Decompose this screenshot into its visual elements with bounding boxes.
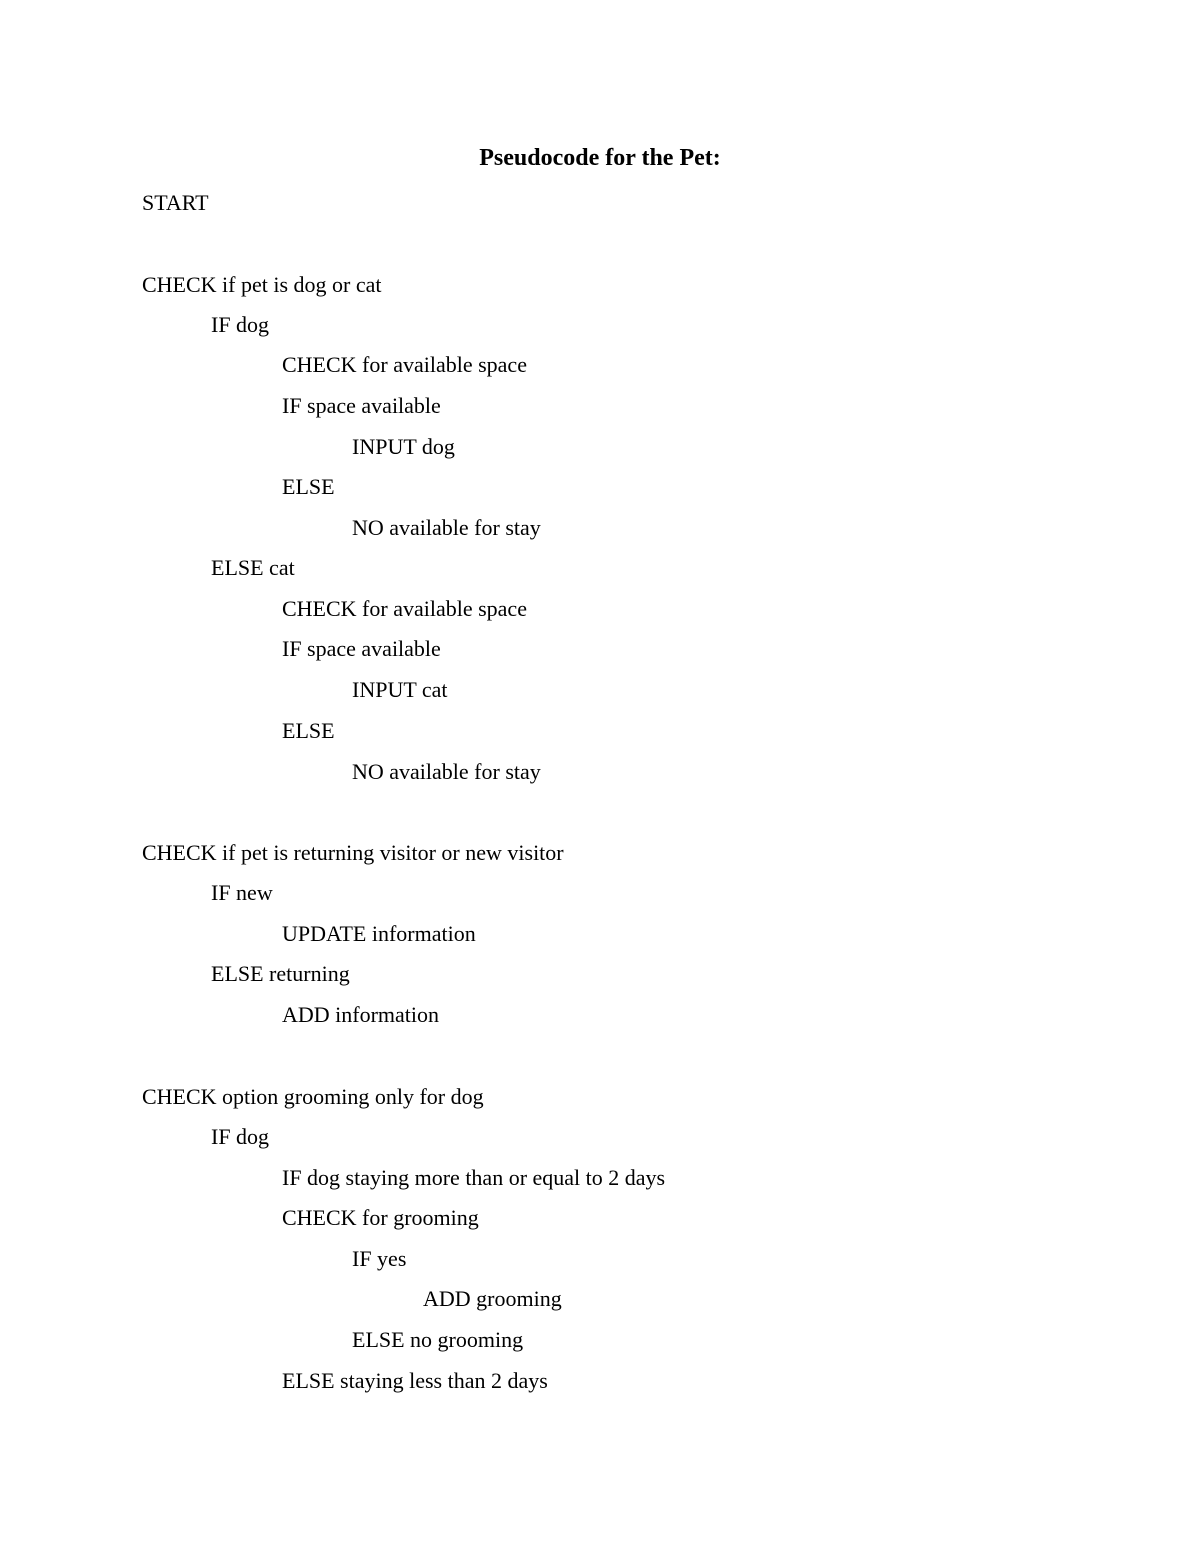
pseudocode-line-check-grooming: CHECK option grooming only for dog: [142, 1084, 484, 1109]
pseudocode-line-if-dog-grooming: IF dog: [211, 1124, 270, 1149]
pseudocode-line-else-cat-space: ELSE: [282, 718, 335, 743]
pseudocode-line-update-info: UPDATE information: [282, 921, 476, 946]
pseudocode-line-if-space-cat: IF space available: [282, 636, 441, 661]
pseudocode-line-else-no-grooming: ELSE no grooming: [352, 1327, 524, 1352]
pseudocode-line-if-stay-days: IF dog staying more than or equal to 2 days: [282, 1165, 666, 1190]
pseudocode-line-else-dog: ELSE: [282, 474, 335, 499]
pseudocode-line-else-short-stay: ELSE staying less than 2 days: [282, 1368, 548, 1393]
pseudocode-line-check-space-dog: CHECK for available space: [282, 352, 527, 377]
pseudocode-line-check-for-grooming: CHECK for grooming: [282, 1205, 479, 1230]
pseudocode-line-add-info: ADD information: [282, 1002, 440, 1027]
pseudocode-line-if-dog: IF dog: [211, 312, 270, 337]
pseudocode-line-if-space-dog: IF space available: [282, 393, 441, 418]
pseudocode-line-input-dog: INPUT dog: [352, 434, 455, 459]
pseudocode-line-if-yes: IF yes: [352, 1246, 407, 1271]
pseudocode-line-start: START: [142, 190, 209, 215]
pseudocode-line-check-pet-type: CHECK if pet is dog or cat: [142, 272, 382, 297]
pseudocode-line-check-space-cat: CHECK for available space: [282, 596, 527, 621]
pseudocode-line-else-returning: ELSE returning: [211, 961, 350, 986]
pseudocode-line-input-cat: INPUT cat: [352, 677, 448, 702]
pseudocode-line-else-cat: ELSE cat: [211, 555, 295, 580]
pseudocode-line-check-visitor: CHECK if pet is returning visitor or new visitor: [142, 840, 564, 865]
document-title: Pseudocode for the Pet:: [479, 145, 721, 171]
pseudocode-line-if-new: IF new: [211, 880, 273, 905]
pseudocode-line-no-stay-dog: NO available for stay: [352, 515, 541, 540]
pseudocode-line-add-grooming: ADD grooming: [423, 1286, 562, 1311]
pseudocode-line-no-stay-cat: NO available for stay: [352, 759, 541, 784]
